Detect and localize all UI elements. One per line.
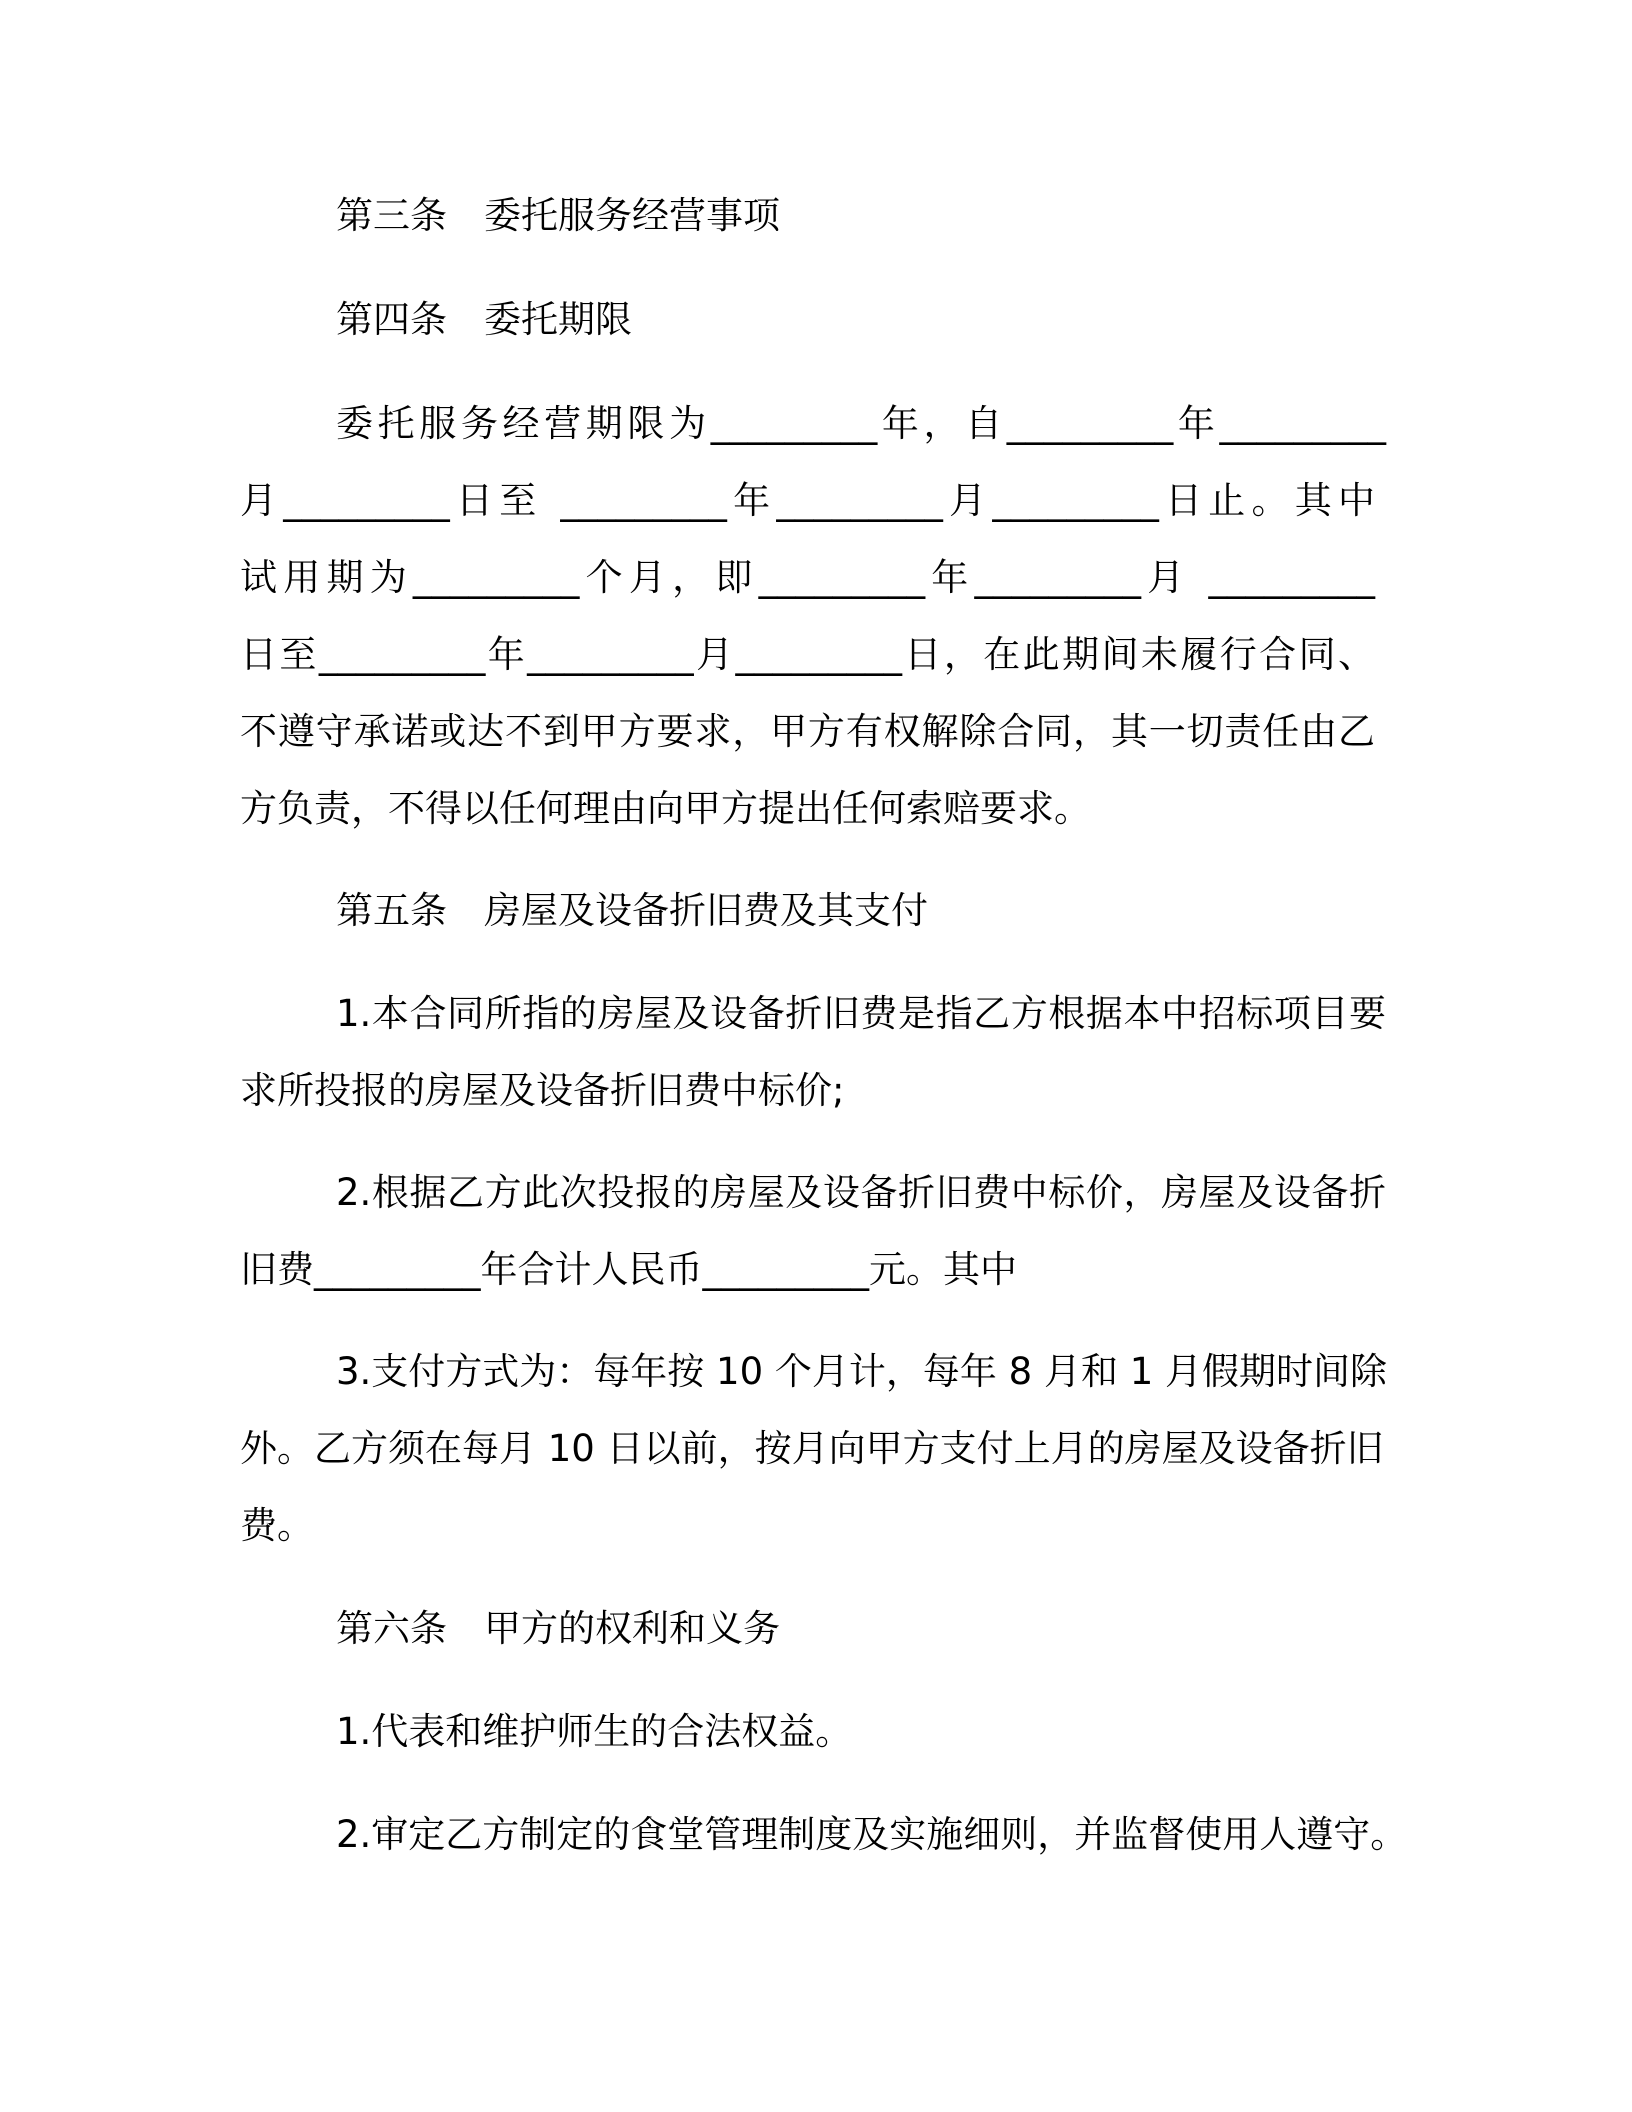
paragraph-line: 试用期为_________个月，即_________年_________月 _________ xyxy=(240,556,1375,599)
paragraph-line: 1.代表和维护师生的合法权益。 xyxy=(336,1710,853,1753)
paragraph-line: 旧费_________年合计人民币_________元。其中 xyxy=(240,1248,1017,1291)
paragraph-line: 委托服务经营期限为_________年，自_________年_________ xyxy=(336,402,1386,445)
paragraph-line: 不遵守承诺或达不到甲方要求，甲方有权解除合同，其一切责任由乙 xyxy=(240,710,1375,753)
paragraph-line: 2.根据乙方此次投报的房屋及设备折旧费中标价，房屋及设备折 xyxy=(336,1171,1386,1214)
paragraph-line: 1.本合同所指的房屋及设备折旧费是指乙方根据本中招标项目要 xyxy=(336,992,1386,1035)
article-6-heading: 第六条 甲方的权利和义务 xyxy=(336,1607,780,1650)
article-3-heading: 第三条 委托服务经营事项 xyxy=(336,194,780,237)
paragraph-line: 方负责，不得以任何理由向甲方提出任何索赔要求。 xyxy=(240,787,1091,830)
paragraph-line: 3.支付方式为：每年按 10 个月计，每年 8 月和 1 月假期时间除 xyxy=(336,1350,1388,1393)
paragraph-line: 费。 xyxy=(240,1504,314,1547)
paragraph-line: 日至_________年_________月_________日，在此期间未履行合同、 xyxy=(240,633,1375,676)
paragraph-line: 外。乙方须在每月 10 日以前，按月向甲方支付上月的房屋及设备折旧 xyxy=(240,1427,1384,1470)
article-4-heading: 第四条 委托期限 xyxy=(336,298,632,341)
paragraph-line: 求所投报的房屋及设备折旧费中标价; xyxy=(240,1069,845,1112)
paragraph-line: 2.审定乙方制定的食堂管理制度及实施细则，并监督使用人遵守。 xyxy=(336,1813,1408,1856)
article-5-heading: 第五条 房屋及设备折旧费及其支付 xyxy=(336,889,928,932)
paragraph-line: 月_________日至 _________年_________月_________日止。其中 xyxy=(240,479,1375,522)
